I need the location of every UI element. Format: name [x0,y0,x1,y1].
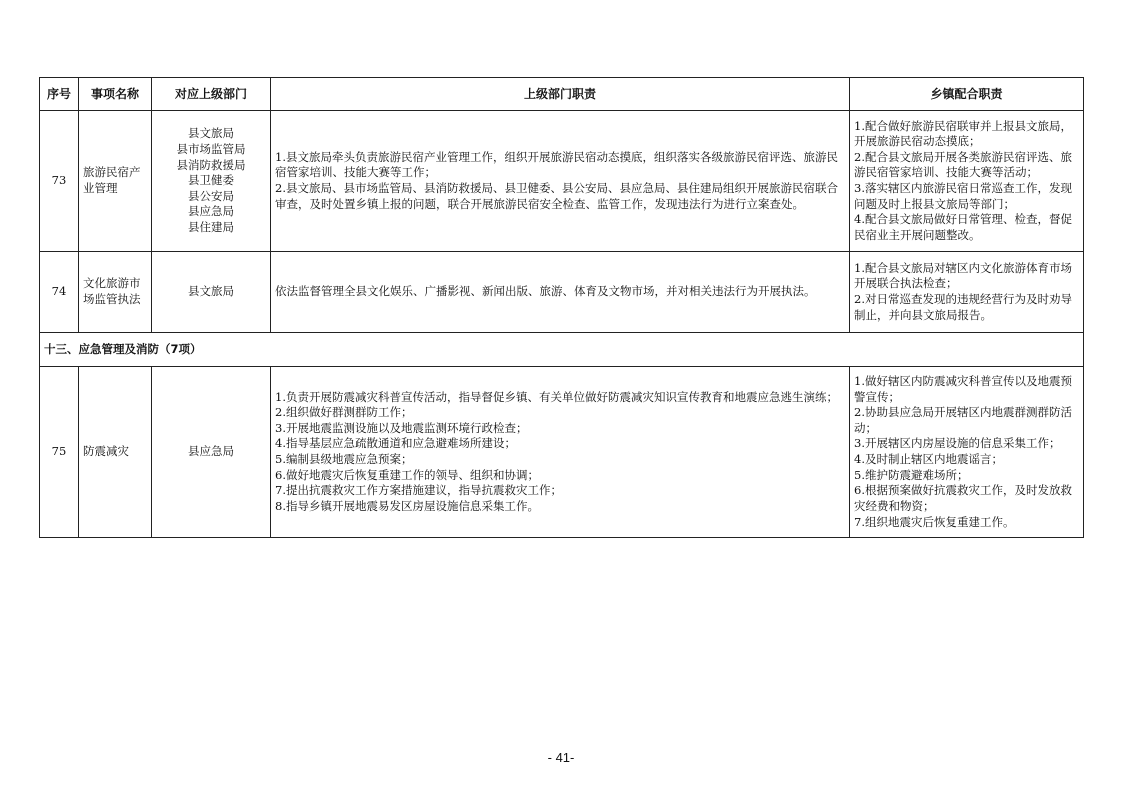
duty-item: 1.配合做好旅游民宿联审并上报县文旅局，开展旅游民宿动态摸底； [854,118,1072,149]
header-item-name: 事项名称 [79,78,152,111]
row-number: 73 [40,111,79,252]
page-number: - 41- [547,750,575,765]
dept-list [152,367,271,538]
duty-item: 2.对日常巡查发现的违规经营行为及时劝导制止，并向县文旅局报告。 [854,292,1072,322]
duty-item: 4.指导基层应急疏散通道和应急避难场所建设； [275,436,516,451]
item-name: 文化旅游市场监管执法 [79,252,152,333]
table-row [40,367,1084,538]
duty-item: 1.县文旅局牵头负责旅游民宿产业管理工作，组织开展旅游民宿动态摸底，组织落实各级旅游民宿评选、旅游民宿管家培训、技能大赛等工作； [275,149,838,180]
row-number: 75 [40,367,79,538]
duty-item: 2.协助县应急局开展辖区内地震群测群防活动； [854,405,1072,435]
row-number: 74 [40,252,79,333]
town-duties [850,111,1084,252]
item-name: 防震减灾 [79,367,152,538]
dept-name: 县文旅局 [188,284,234,299]
item-name: 旅游民宿产业管理 [79,111,152,252]
duty-item: 依法监督管理全县文化娱乐、广播影视、新闻出版、旅游、体育及文物市场，并对相关违法行为开展执法。 [275,284,816,299]
town-duties [850,252,1084,333]
header-upper-duties: 上级部门职责 [271,78,850,111]
duty-item: 3.开展地震监测设施以及地震监测环境行政检查； [275,420,528,435]
duty-item: 1.负责开展防震减灾科普宣传活动，指导督促乡镇、有关单位做好防震减灾知识宣传教育和地震应急逃生演练； [275,389,838,404]
duty-item: 7.组织地震灾后恢复重建工作。 [854,514,1015,529]
duty-item: 2.县文旅局、县市场监管局、县消防救援局、县卫健委、县公安局、县应急局、县住建局组织开展旅游民宿联合审查，及时处置乡镇上报的问题，联合开展旅游民宿安全检查、监管工作，发现违法行为进行立案查处。 [275,181,838,211]
duty-item: 7.提出抗震救灾工作方案措施建议，指导抗震救灾工作； [275,483,562,498]
section-title: 十三、应急管理及消防（7项） [40,333,1084,367]
dept-name: 县文旅局 [188,126,234,141]
section-row [40,333,1084,367]
dept-name: 县应急局 [188,204,234,219]
duty-item: 1.做好辖区内防震减灾科普宣传以及地震预警宣传； [854,373,1072,404]
duty-item: 6.根据预案做好抗震救灾工作，及时发放救灾经费和物资； [854,483,1072,513]
upper-duties [271,111,850,252]
responsibility-table [39,77,1084,538]
table-header-row [40,78,1084,111]
dept-name: 县卫健委 [188,173,234,188]
duty-item: 5.编制县级地震应急预案； [275,452,413,466]
duty-item: 8.指导乡镇开展地震易发区房屋设施信息采集工作。 [275,498,539,513]
dept-name: 县消防救援局 [176,157,246,172]
duty-item: 2.组织做好群测群防工作； [275,405,413,420]
duty-item: 6.做好地震灾后恢复重建工作的领导、组织和协调； [275,467,539,482]
dept-list [152,111,271,252]
header-no: 序号 [40,78,79,111]
upper-duties [271,252,850,333]
table-row [40,252,1084,333]
dept-name: 县住建局 [188,220,234,235]
duty-item: 4.及时制止辖区内地震谣言； [854,452,1003,466]
dept-list [152,252,271,333]
table-row [40,111,1084,252]
duty-item: 2.配合县文旅局开展各类旅游民宿评选、旅游民宿管家培训、技能大赛等活动； [854,149,1072,180]
duty-item: 3.落实辖区内旅游民宿日常巡查工作，发现问题及时上报县文旅局等部门； [854,181,1072,211]
duty-item: 4.配合县文旅局做好日常管理、检查，督促民宿业主开展问题整改。 [854,212,1072,242]
town-duties [850,367,1084,538]
dept-name: 县应急局 [188,444,234,459]
dept-name: 县公安局 [188,188,234,203]
dept-name: 县市场监管局 [176,141,246,156]
header-town-duties: 乡镇配合职责 [850,78,1084,111]
upper-duties [271,367,850,538]
duty-item: 1.配合县文旅局对辖区内文化旅游体育市场开展联合执法检查； [854,260,1072,291]
duty-item: 5.维护防震避难场所； [854,467,969,482]
duty-item: 3.开展辖区内房屋设施的信息采集工作； [854,436,1061,451]
header-upper-dept: 对应上级部门 [152,78,271,111]
